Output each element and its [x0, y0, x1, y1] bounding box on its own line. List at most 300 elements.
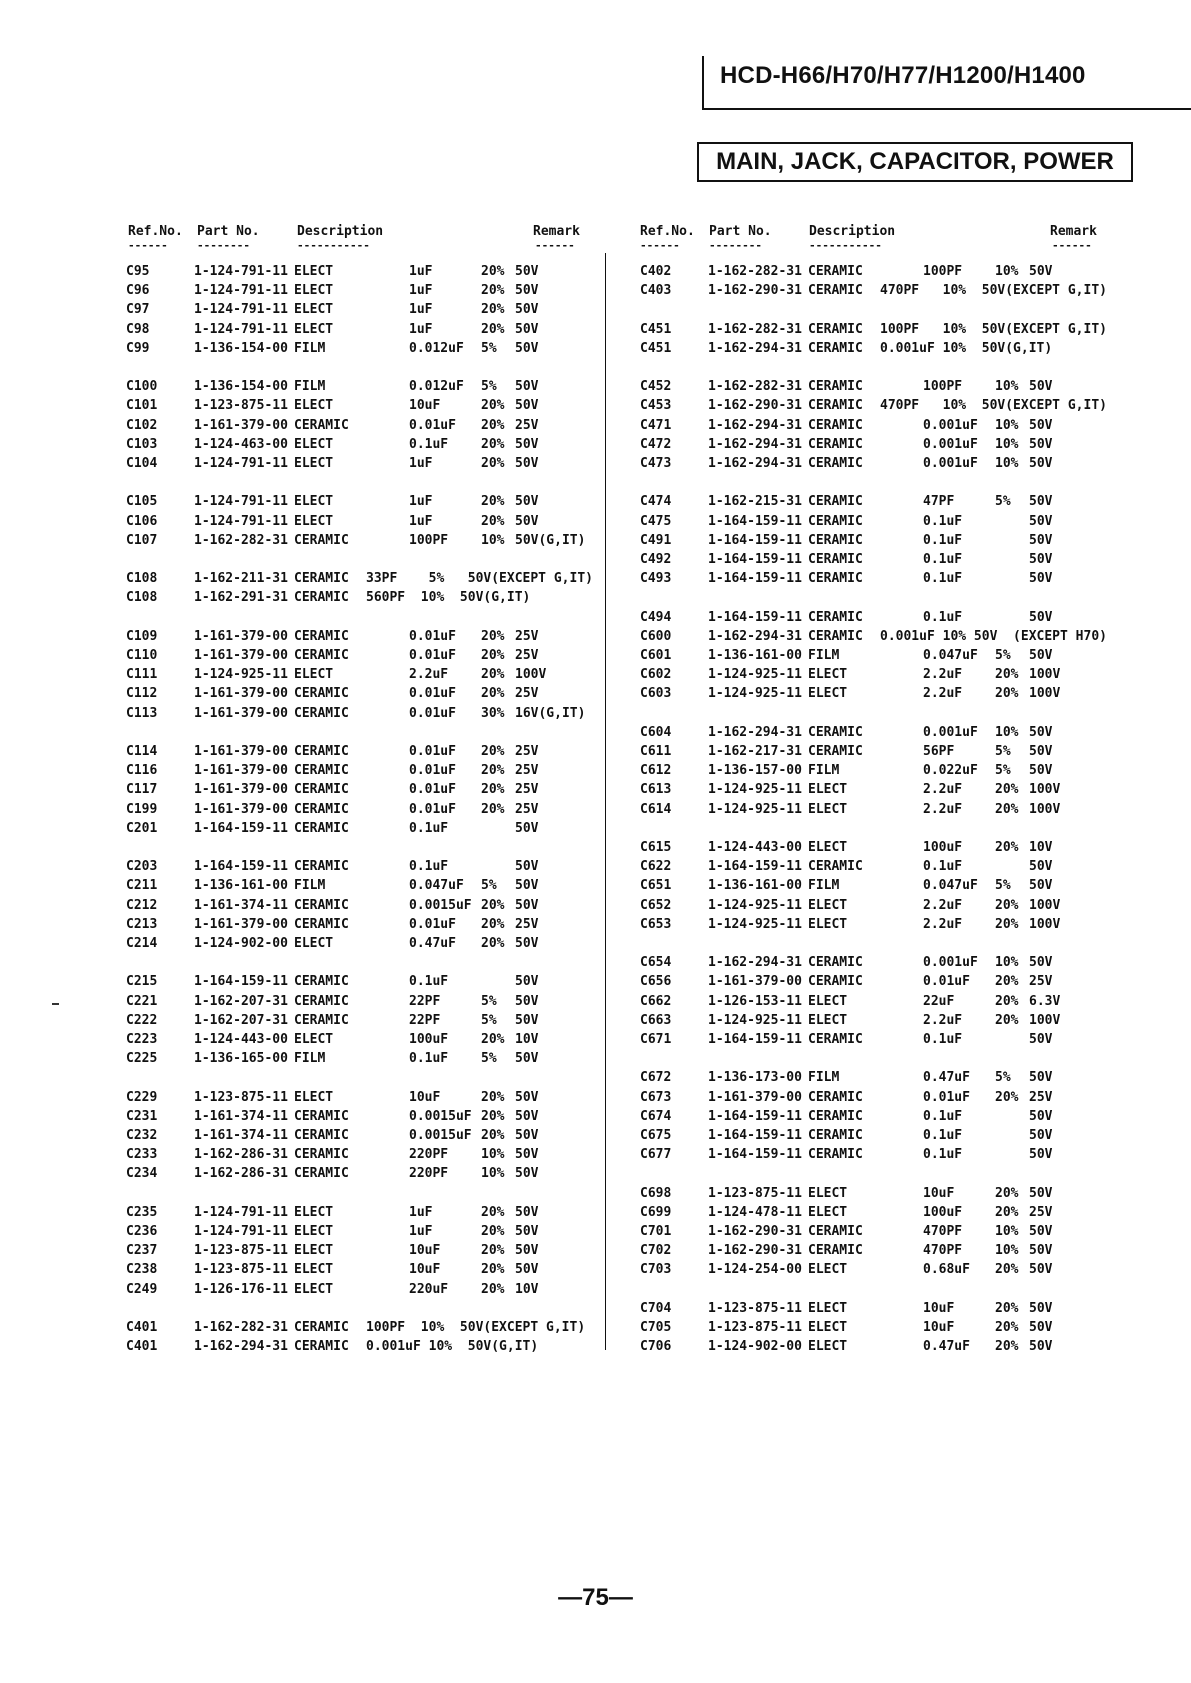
part-value: 2.2uF — [923, 801, 963, 817]
remark: 50V — [1029, 1032, 1053, 1047]
part-type: ELECT — [808, 916, 848, 932]
part-type: CERAMIC — [294, 859, 349, 875]
part-value: 10uF — [923, 1320, 955, 1335]
remark: 50V — [515, 1166, 539, 1182]
part-type: CERAMIC — [808, 456, 863, 471]
part-value: 220PF — [409, 1147, 449, 1163]
remark: 50V — [1029, 494, 1053, 510]
part-type: FILM — [294, 878, 326, 894]
remark: 50V — [1029, 744, 1053, 759]
part-value: 0.47uF — [923, 1070, 970, 1086]
ref-no: C222 — [126, 1012, 158, 1028]
value-remark: 470PF 10% 50V(EXCEPT G,IT) — [880, 398, 1107, 414]
remark: 50V — [1029, 859, 1053, 875]
part-no: 1-123-875-11 — [194, 398, 288, 414]
remark: 50V — [1029, 1339, 1053, 1355]
section-title: MAIN, JACK, CAPACITOR, POWER — [716, 148, 1114, 175]
part-type: CERAMIC — [808, 417, 863, 433]
part-type: CERAMIC — [808, 974, 863, 990]
left-dash-desc: ----------- — [297, 239, 370, 252]
ref-no: C97 — [126, 302, 150, 318]
part-value: 0.001uF — [923, 436, 978, 452]
part-no: 1-162-282-31 — [708, 264, 802, 279]
part-no: 1-124-925-11 — [708, 782, 802, 798]
tolerance: 10% — [995, 264, 1019, 279]
ref-no: C705 — [640, 1320, 672, 1335]
part-value: 470PF — [923, 1224, 963, 1239]
part-type: CERAMIC — [808, 628, 863, 644]
ref-no: C656 — [640, 974, 672, 990]
part-no: 1-124-791-11 — [194, 1224, 288, 1239]
part-no: 1-123-875-11 — [194, 1243, 288, 1259]
remark: 50V — [515, 993, 539, 1009]
remark: 50V — [1029, 571, 1053, 587]
section-frame — [697, 142, 1133, 182]
ref-no: C614 — [640, 801, 672, 817]
ref-no: C107 — [126, 532, 158, 548]
ref-no: C600 — [640, 628, 672, 644]
part-type: FILM — [808, 648, 840, 663]
part-no: 1-162-294-31 — [708, 628, 802, 644]
part-type: CERAMIC — [808, 532, 863, 548]
part-type: ELECT — [808, 1262, 848, 1278]
column-divider — [605, 253, 606, 1350]
part-value: 0.01uF — [409, 763, 456, 779]
part-value: 10uF — [923, 1300, 955, 1316]
part-value: 0.1uF — [923, 532, 963, 548]
part-value: 100PF — [923, 264, 963, 279]
tolerance: 20% — [995, 1204, 1019, 1220]
part-type: ELECT — [294, 1224, 334, 1239]
part-value: 2.2uF — [923, 782, 963, 798]
right-dash-ref: ------ — [640, 239, 680, 252]
part-value: 0.01uF — [409, 417, 456, 433]
tolerance: 10% — [481, 1166, 505, 1182]
part-type: ELECT — [294, 1204, 334, 1220]
part-type: ELECT — [294, 302, 334, 318]
part-value: 0.01uF — [409, 744, 456, 759]
part-no: 1-162-207-31 — [194, 993, 288, 1009]
ref-no: C95 — [126, 264, 150, 279]
part-type: ELECT — [294, 1089, 334, 1105]
ref-no: C677 — [640, 1147, 672, 1163]
value-remark: 0.001uF 10% 50V (EXCEPT H70) — [880, 628, 1107, 644]
part-value: 0.01uF — [923, 974, 970, 990]
tolerance: 20% — [995, 1339, 1019, 1355]
part-type: CERAMIC — [294, 1147, 349, 1163]
tolerance: 5% — [995, 648, 1011, 663]
part-type: CERAMIC — [808, 379, 863, 395]
ref-no: C601 — [640, 648, 672, 663]
ref-no: C105 — [126, 494, 158, 510]
part-no: 1-124-902-00 — [708, 1339, 802, 1355]
page-number: —75— — [558, 1584, 633, 1611]
part-value: 100PF — [923, 379, 963, 395]
part-value: 0.0015uF — [409, 897, 472, 913]
part-no: 1-162-294-31 — [708, 955, 802, 971]
part-no: 1-123-875-11 — [708, 1185, 802, 1201]
part-type: CERAMIC — [808, 724, 863, 740]
part-no: 1-162-282-31 — [194, 532, 288, 548]
ref-no: C108 — [126, 590, 158, 606]
part-type: CERAMIC — [294, 974, 349, 990]
part-value: 0.68uF — [923, 1262, 970, 1278]
part-no: 1-124-902-00 — [194, 936, 288, 951]
part-value: 0.1uF — [409, 436, 449, 452]
part-value: 56PF — [923, 744, 955, 759]
remark: 25V — [515, 763, 539, 779]
part-type: ELECT — [808, 1339, 848, 1355]
tolerance: 20% — [995, 686, 1019, 702]
ref-no: C225 — [126, 1051, 158, 1067]
part-no: 1-123-875-11 — [194, 1262, 288, 1278]
part-value: 0.047uF — [409, 878, 464, 894]
part-value: 0.047uF — [923, 878, 978, 894]
remark: 50V — [1029, 379, 1053, 395]
tolerance: 5% — [481, 993, 497, 1009]
part-no: 1-162-286-31 — [194, 1166, 288, 1182]
part-type: CERAMIC — [808, 436, 863, 452]
ref-no: C98 — [126, 321, 150, 337]
remark: 50V — [515, 264, 539, 279]
remark: 10V — [1029, 840, 1053, 855]
part-no: 1-136-173-00 — [708, 1070, 802, 1086]
part-no: 1-136-165-00 — [194, 1051, 288, 1067]
remark: 16V(G,IT) — [515, 705, 586, 721]
ref-no: C652 — [640, 897, 672, 913]
part-value: 2.2uF — [923, 667, 963, 683]
remark: 50V — [1029, 1070, 1053, 1086]
part-type: FILM — [808, 1070, 840, 1086]
ref-no: C103 — [126, 436, 158, 452]
part-value: 0.01uF — [409, 782, 456, 798]
remark: 50V — [1029, 878, 1053, 894]
ref-no: C401 — [126, 1320, 158, 1335]
part-no: 1-161-379-00 — [194, 801, 288, 817]
remark: 25V — [1029, 1089, 1053, 1105]
tolerance: 20% — [995, 916, 1019, 932]
tolerance: 20% — [481, 763, 505, 779]
tolerance: 20% — [995, 1185, 1019, 1201]
part-no: 1-164-159-11 — [708, 513, 802, 529]
part-no: 1-162-290-31 — [708, 1243, 802, 1259]
tolerance: 20% — [481, 283, 505, 299]
left-header-desc: Description — [297, 224, 384, 239]
part-no: 1-161-379-00 — [194, 763, 288, 779]
part-type: ELECT — [294, 513, 334, 529]
part-no: 1-164-159-11 — [708, 1128, 802, 1143]
tolerance: 20% — [995, 840, 1019, 855]
part-value: 470PF — [923, 1243, 963, 1259]
remark: 50V — [515, 1012, 539, 1028]
ref-no: C96 — [126, 283, 150, 299]
ref-no: C672 — [640, 1070, 672, 1086]
part-type: CERAMIC — [808, 744, 863, 759]
part-value: 0.01uF — [409, 686, 456, 702]
part-value: 2.2uF — [409, 667, 449, 683]
part-value: 0.001uF — [923, 724, 978, 740]
tolerance: 20% — [481, 1128, 505, 1143]
part-no: 1-124-791-11 — [194, 456, 288, 471]
part-value: 1uF — [409, 513, 433, 529]
ref-no: C106 — [126, 513, 158, 529]
part-value: 1uF — [409, 321, 433, 337]
remark: 50V — [515, 859, 539, 875]
part-value: 0.0015uF — [409, 1108, 472, 1124]
remark: 50V — [515, 1128, 539, 1143]
remark: 50V — [1029, 1243, 1053, 1259]
part-value: 1uF — [409, 302, 433, 318]
part-no: 1-124-443-00 — [194, 1032, 288, 1047]
ref-no: C654 — [640, 955, 672, 971]
left-dash-ref: ------ — [128, 239, 168, 252]
part-no: 1-164-159-11 — [194, 974, 288, 990]
ref-no: C603 — [640, 686, 672, 702]
part-value: 10uF — [409, 398, 441, 414]
remark: 50V — [1029, 609, 1053, 625]
tolerance: 20% — [481, 1281, 505, 1297]
remark: 50V — [515, 456, 539, 471]
right-header-remark: Remark — [1050, 224, 1097, 239]
part-type: ELECT — [808, 897, 848, 913]
part-no: 1-126-176-11 — [194, 1281, 288, 1297]
ref-no: C613 — [640, 782, 672, 798]
part-value: 0.01uF — [409, 648, 456, 663]
tolerance: 5% — [995, 878, 1011, 894]
part-type: ELECT — [294, 321, 334, 337]
remark: 100V — [1029, 667, 1061, 683]
tolerance: 20% — [481, 667, 505, 683]
ref-no: C113 — [126, 705, 158, 721]
part-no: 1-161-374-11 — [194, 897, 288, 913]
part-no: 1-124-925-11 — [708, 897, 802, 913]
ref-no: C491 — [640, 532, 672, 548]
part-no: 1-161-379-00 — [194, 648, 288, 663]
part-type: CERAMIC — [808, 398, 863, 414]
part-no: 1-124-925-11 — [194, 667, 288, 683]
ref-no: C671 — [640, 1032, 672, 1047]
remark: 50V — [515, 1224, 539, 1239]
tolerance: 20% — [481, 1032, 505, 1047]
remark: 100V — [1029, 1012, 1061, 1028]
tolerance: 5% — [481, 379, 497, 395]
part-type: CERAMIC — [808, 571, 863, 587]
ref-no: C231 — [126, 1108, 158, 1124]
part-no: 1-162-282-31 — [708, 379, 802, 395]
part-no: 1-123-875-11 — [708, 1300, 802, 1316]
remark: 50V — [515, 340, 539, 356]
part-value: 0.1uF — [923, 1108, 963, 1124]
tolerance: 5% — [481, 878, 497, 894]
ref-no: C702 — [640, 1243, 672, 1259]
remark: 100V — [1029, 782, 1061, 798]
part-value: 0.47uF — [923, 1339, 970, 1355]
remark: 50V — [515, 1243, 539, 1259]
part-no: 1-164-159-11 — [708, 1032, 802, 1047]
remark: 25V — [1029, 974, 1053, 990]
right-dash-remark: ------ — [1052, 239, 1092, 252]
part-no: 1-162-215-31 — [708, 494, 802, 510]
tolerance: 20% — [481, 1224, 505, 1239]
tolerance: 20% — [481, 264, 505, 279]
tolerance: 20% — [481, 744, 505, 759]
ref-no: C492 — [640, 552, 672, 567]
part-type: CERAMIC — [294, 1012, 349, 1028]
part-no: 1-162-282-31 — [708, 321, 802, 337]
remark: 50V — [515, 398, 539, 414]
part-type: ELECT — [294, 398, 334, 414]
part-value: 0.001uF — [923, 955, 978, 971]
remark: 50V — [1029, 552, 1053, 567]
part-type: CERAMIC — [808, 1032, 863, 1047]
part-value: 22PF — [409, 1012, 441, 1028]
part-no: 1-162-211-31 — [194, 571, 288, 587]
tolerance: 20% — [481, 321, 505, 337]
tolerance: 20% — [995, 801, 1019, 817]
part-type: CERAMIC — [294, 705, 349, 721]
part-type: ELECT — [808, 1300, 848, 1316]
part-type: CERAMIC — [808, 321, 863, 337]
remark: 25V — [1029, 1204, 1053, 1220]
part-type: CERAMIC — [294, 686, 349, 702]
part-type: ELECT — [294, 667, 334, 683]
part-value: 100uF — [923, 1204, 963, 1220]
remark: 50V — [515, 1147, 539, 1163]
part-type: CERAMIC — [294, 916, 349, 932]
part-no: 1-124-791-11 — [194, 321, 288, 337]
ref-no: C214 — [126, 936, 158, 951]
part-no: 1-162-282-31 — [194, 1320, 288, 1335]
left-dash-part: -------- — [197, 239, 250, 252]
part-no: 1-164-159-11 — [194, 859, 288, 875]
part-value: 1uF — [409, 1224, 433, 1239]
part-type: CERAMIC — [808, 1224, 863, 1239]
left-header-part: Part No. — [197, 224, 260, 239]
part-no: 1-161-379-00 — [194, 686, 288, 702]
ref-no: C663 — [640, 1012, 672, 1028]
remark: 50V — [515, 302, 539, 318]
part-type: CERAMIC — [808, 1108, 863, 1124]
ref-no: C233 — [126, 1147, 158, 1163]
tolerance: 20% — [481, 782, 505, 798]
part-value: 0.1uF — [923, 1147, 963, 1163]
part-value: 1uF — [409, 456, 433, 471]
tolerance: 5% — [481, 1051, 497, 1067]
part-type: CERAMIC — [294, 628, 349, 644]
tolerance: 20% — [481, 916, 505, 932]
tolerance: 20% — [481, 436, 505, 452]
tolerance: 20% — [995, 1012, 1019, 1028]
remark: 50V — [1029, 1300, 1053, 1316]
tolerance: 30% — [481, 705, 505, 721]
remark: 100V — [1029, 897, 1061, 913]
part-type: CERAMIC — [294, 801, 349, 817]
ref-no: C211 — [126, 878, 158, 894]
ref-no: C494 — [640, 609, 672, 625]
value-remark: 0.001uF 10% 50V(G,IT) — [880, 340, 1053, 356]
remark: 25V — [515, 744, 539, 759]
ref-no: C102 — [126, 417, 158, 433]
part-type: CERAMIC — [808, 340, 863, 356]
value-remark: 100PF 10% 50V(EXCEPT G,IT) — [880, 321, 1107, 337]
remark: 50V — [1029, 1320, 1053, 1335]
tolerance: 5% — [995, 494, 1011, 510]
remark: 50V — [515, 878, 539, 894]
tolerance: 20% — [995, 993, 1019, 1009]
ref-no: C116 — [126, 763, 158, 779]
ref-no: C452 — [640, 379, 672, 395]
part-no: 1-136-154-00 — [194, 379, 288, 395]
part-value: 0.1uF — [923, 552, 963, 567]
remark: 25V — [515, 686, 539, 702]
part-no: 1-124-791-11 — [194, 283, 288, 299]
tolerance: 20% — [481, 417, 505, 433]
part-type: CERAMIC — [808, 1089, 863, 1105]
remark: 100V — [1029, 686, 1061, 702]
ref-no: C602 — [640, 667, 672, 683]
ref-no: C611 — [640, 744, 672, 759]
remark: 50V — [515, 283, 539, 299]
part-value: 1uF — [409, 283, 433, 299]
part-value: 0.012uF — [409, 340, 464, 356]
remark: 50V — [515, 897, 539, 913]
remark: 50V — [1029, 264, 1053, 279]
part-value: 0.1uF — [409, 974, 449, 990]
remark: 25V — [515, 916, 539, 932]
remark: 50V — [515, 1089, 539, 1105]
part-no: 1-162-286-31 — [194, 1147, 288, 1163]
part-no: 1-123-875-11 — [708, 1320, 802, 1335]
ref-no: C451 — [640, 321, 672, 337]
tolerance: 10% — [995, 379, 1019, 395]
right-header-desc: Description — [809, 224, 896, 239]
part-type: ELECT — [808, 1012, 848, 1028]
part-no: 1-164-159-11 — [194, 820, 288, 836]
ref-no: C235 — [126, 1204, 158, 1220]
remark: 50V — [1029, 1262, 1053, 1278]
remark: 50V — [515, 820, 539, 836]
value-remark: 470PF 10% 50V(EXCEPT G,IT) — [880, 283, 1107, 299]
ref-no: C704 — [640, 1300, 672, 1316]
part-type: ELECT — [808, 686, 848, 702]
part-no: 1-161-379-00 — [194, 916, 288, 932]
ref-no: C622 — [640, 859, 672, 875]
ref-no: C236 — [126, 1224, 158, 1239]
part-type: CERAMIC — [808, 552, 863, 567]
remark: 50V — [1029, 513, 1053, 529]
part-type: FILM — [294, 1051, 326, 1067]
tolerance: 20% — [995, 667, 1019, 683]
tolerance: 5% — [995, 763, 1011, 779]
part-type: CERAMIC — [294, 417, 349, 433]
tolerance: 20% — [481, 302, 505, 318]
remark: 50V — [515, 1262, 539, 1278]
ref-no: C249 — [126, 1281, 158, 1297]
tolerance: 20% — [995, 782, 1019, 798]
tolerance: 20% — [481, 801, 505, 817]
part-value: 0.001uF — [923, 417, 978, 433]
tolerance: 5% — [995, 744, 1011, 759]
remark: 50V — [1029, 1108, 1053, 1124]
ref-no: C111 — [126, 667, 158, 683]
remark: 100V — [1029, 916, 1061, 932]
right-header-ref: Ref.No. — [640, 224, 695, 239]
part-type: ELECT — [808, 993, 848, 1009]
tolerance: 20% — [481, 936, 505, 951]
part-no: 1-161-379-00 — [194, 628, 288, 644]
part-no: 1-164-159-11 — [708, 1147, 802, 1163]
remark: 100V — [1029, 801, 1061, 817]
